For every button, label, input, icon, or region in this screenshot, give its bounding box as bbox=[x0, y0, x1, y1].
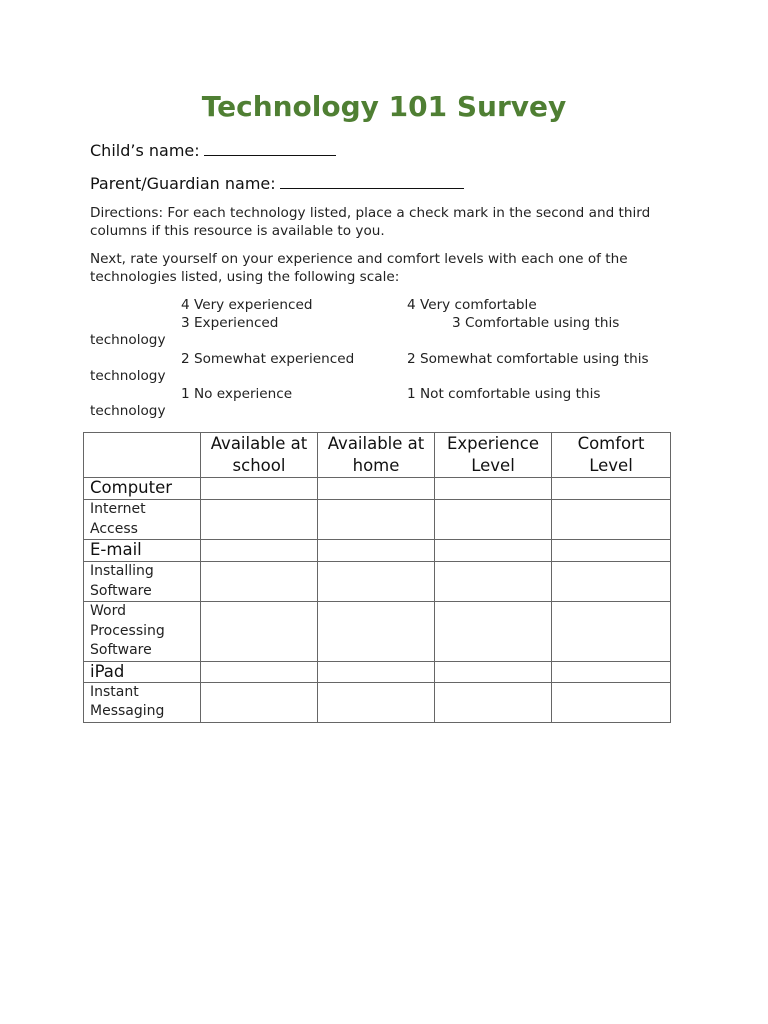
table-row bbox=[84, 540, 671, 562]
child-name-label: Child’s name: bbox=[90, 141, 200, 160]
cell-experience-level[interactable] bbox=[435, 540, 552, 562]
child-name-field bbox=[90, 139, 336, 160]
cell-available-home[interactable] bbox=[318, 540, 435, 562]
table-row bbox=[84, 478, 671, 500]
cell-available-school[interactable] bbox=[201, 478, 318, 500]
page-title: Technology 101 Survey bbox=[201, 90, 567, 123]
table-row bbox=[84, 602, 671, 662]
cell-available-school[interactable] bbox=[201, 500, 318, 540]
experience-level-1: 1 No experience bbox=[181, 386, 293, 402]
cell-comfort-level[interactable] bbox=[552, 661, 671, 682]
row-label-installing-software: Installing Software bbox=[84, 562, 201, 602]
header-experience-level: Experience Level bbox=[435, 433, 552, 478]
directions-text: Directions: For each technology listed, place a check mark in the second and third columns if this resource is available to you. bbox=[90, 205, 651, 239]
table-header-row bbox=[84, 433, 671, 478]
cell-available-school[interactable] bbox=[201, 661, 318, 682]
parent-name-field bbox=[90, 172, 464, 193]
parent-name-blank[interactable] bbox=[280, 172, 464, 189]
row-label-email: E-mail bbox=[84, 540, 201, 562]
cell-comfort-level[interactable] bbox=[552, 540, 671, 562]
cell-available-home[interactable] bbox=[318, 661, 435, 682]
cell-available-home[interactable] bbox=[318, 500, 435, 540]
cell-comfort-level[interactable] bbox=[552, 500, 671, 540]
child-name-blank[interactable] bbox=[204, 139, 336, 156]
cell-available-school[interactable] bbox=[201, 562, 318, 602]
cell-available-school[interactable] bbox=[201, 682, 318, 722]
cell-available-school[interactable] bbox=[201, 540, 318, 562]
comfort-level-2: 2 Somewhat comfortable using this bbox=[407, 351, 649, 367]
table-row bbox=[84, 562, 671, 602]
row-label-internet-access: Internet Access bbox=[84, 500, 201, 540]
row-label-word-processing: Word Processing Software bbox=[84, 602, 201, 662]
cell-comfort-level[interactable] bbox=[552, 478, 671, 500]
cell-available-home[interactable] bbox=[318, 602, 435, 662]
rating-instructions: Next, rate yourself on your experience and comfort levels with each one of the technologies listed, using the following scale: bbox=[90, 251, 628, 285]
row-label-ipad: iPad bbox=[84, 661, 201, 682]
cell-experience-level[interactable] bbox=[435, 478, 552, 500]
cell-available-school[interactable] bbox=[201, 602, 318, 662]
cell-experience-level[interactable] bbox=[435, 500, 552, 540]
cell-experience-level[interactable] bbox=[435, 682, 552, 722]
experience-level-4: 4 Very experienced bbox=[181, 297, 313, 313]
comfort-level-3: 3 Comfortable using this bbox=[452, 315, 620, 331]
experience-level-3: 3 Experienced bbox=[181, 315, 279, 331]
header-technology bbox=[84, 433, 201, 478]
header-comfort-level: Comfort Level bbox=[552, 433, 671, 478]
cell-available-home[interactable] bbox=[318, 682, 435, 722]
row-label-instant-messaging: Instant Messaging bbox=[84, 682, 201, 722]
scale-wrap-text: technology bbox=[90, 403, 166, 419]
technology-survey-table bbox=[83, 432, 671, 723]
cell-experience-level[interactable] bbox=[435, 661, 552, 682]
cell-comfort-level[interactable] bbox=[552, 562, 671, 602]
cell-experience-level[interactable] bbox=[435, 562, 552, 602]
cell-comfort-level[interactable] bbox=[552, 602, 671, 662]
table-row bbox=[84, 661, 671, 682]
table-row bbox=[84, 682, 671, 722]
experience-level-2: 2 Somewhat experienced bbox=[181, 351, 355, 367]
parent-name-label: Parent/Guardian name: bbox=[90, 174, 276, 193]
scale-wrap-text: technology bbox=[90, 332, 166, 348]
cell-experience-level[interactable] bbox=[435, 602, 552, 662]
table-row bbox=[84, 500, 671, 540]
cell-available-home[interactable] bbox=[318, 478, 435, 500]
scale-wrap-text: technology bbox=[90, 368, 166, 384]
header-available-school: Available at school bbox=[201, 433, 318, 478]
cell-comfort-level[interactable] bbox=[552, 682, 671, 722]
header-available-home: Available at home bbox=[318, 433, 435, 478]
comfort-level-4: 4 Very comfortable bbox=[407, 297, 537, 313]
cell-available-home[interactable] bbox=[318, 562, 435, 602]
row-label-computer: Computer bbox=[84, 478, 201, 500]
comfort-level-1: 1 Not comfortable using this bbox=[407, 386, 601, 402]
